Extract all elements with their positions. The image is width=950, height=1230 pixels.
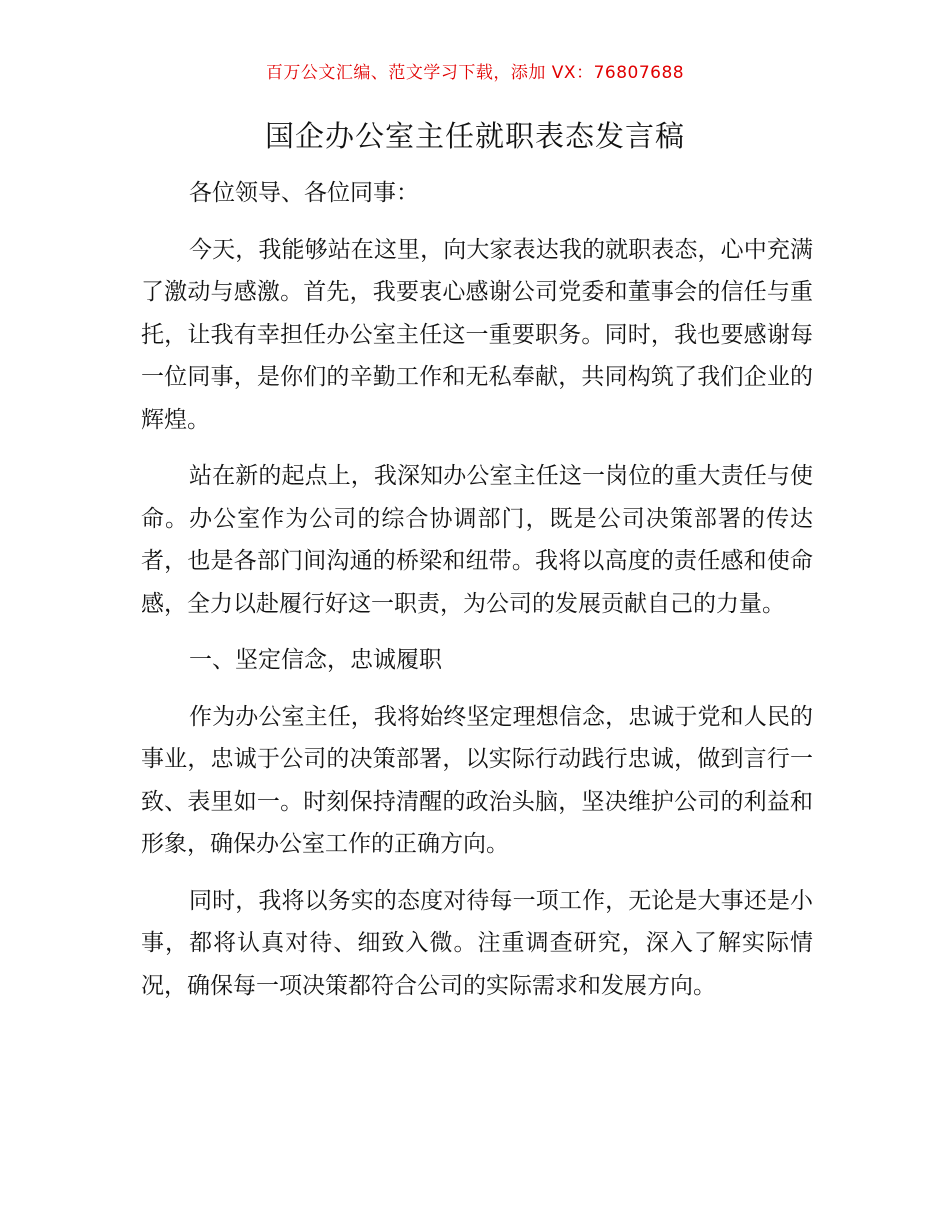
salutation: 各位领导、各位同事： (189, 180, 419, 206)
document-title: 国企办公室主任就职表态发言稿 (264, 119, 685, 153)
paragraph-intro: 今天，我能够站在这里，向大家表达我的就职表态，心中充满了激动与感激。首先，我要衷心感谢公司党委和董事会的信任与重托，让我有幸担任办公室主任这一重要职务。同时，我也要感谢每一位同事，是你们的辛勤工作和无私奉献，共同构筑了我们企业的辉煌。 (141, 236, 813, 433)
header-watermark-text: 百万公文汇编、范文学习下载，添加 VX：76807688 (265, 63, 685, 83)
paragraph-responsibility: 站在新的起点上，我深知办公室主任这一岗位的重大责任与使命。办公室作为公司的综合协调部门，既是公司决策部署的传达者，也是各部门间沟通的桥梁和纽带。我将以高度的责任感和使命感，全力以赴履行好这一职责，为公司的发展贡献自己的力量。 (141, 463, 813, 617)
paragraph-pragmatic: 同时，我将以务实的态度对待每一项工作，无论是大事还是小事，都将认真对待、细致入微。注重调查研究，深入了解实际情况，确保每一项决策都符合公司的实际需求和发展方向。 (141, 887, 813, 999)
section-heading-1: 一、坚定信念，忠诚履职 (189, 647, 442, 673)
paragraph-loyalty: 作为办公室主任，我将始终坚定理想信念，忠诚于党和人民的事业，忠诚于公司的决策部署，以实际行动践行忠诚，做到言行一致、表里如一。时刻保持清醒的政治头脑，坚决维护公司的利益和形象，确保办公室工作的正确方向。 (141, 703, 813, 857)
document-body (141, 172, 813, 1021)
